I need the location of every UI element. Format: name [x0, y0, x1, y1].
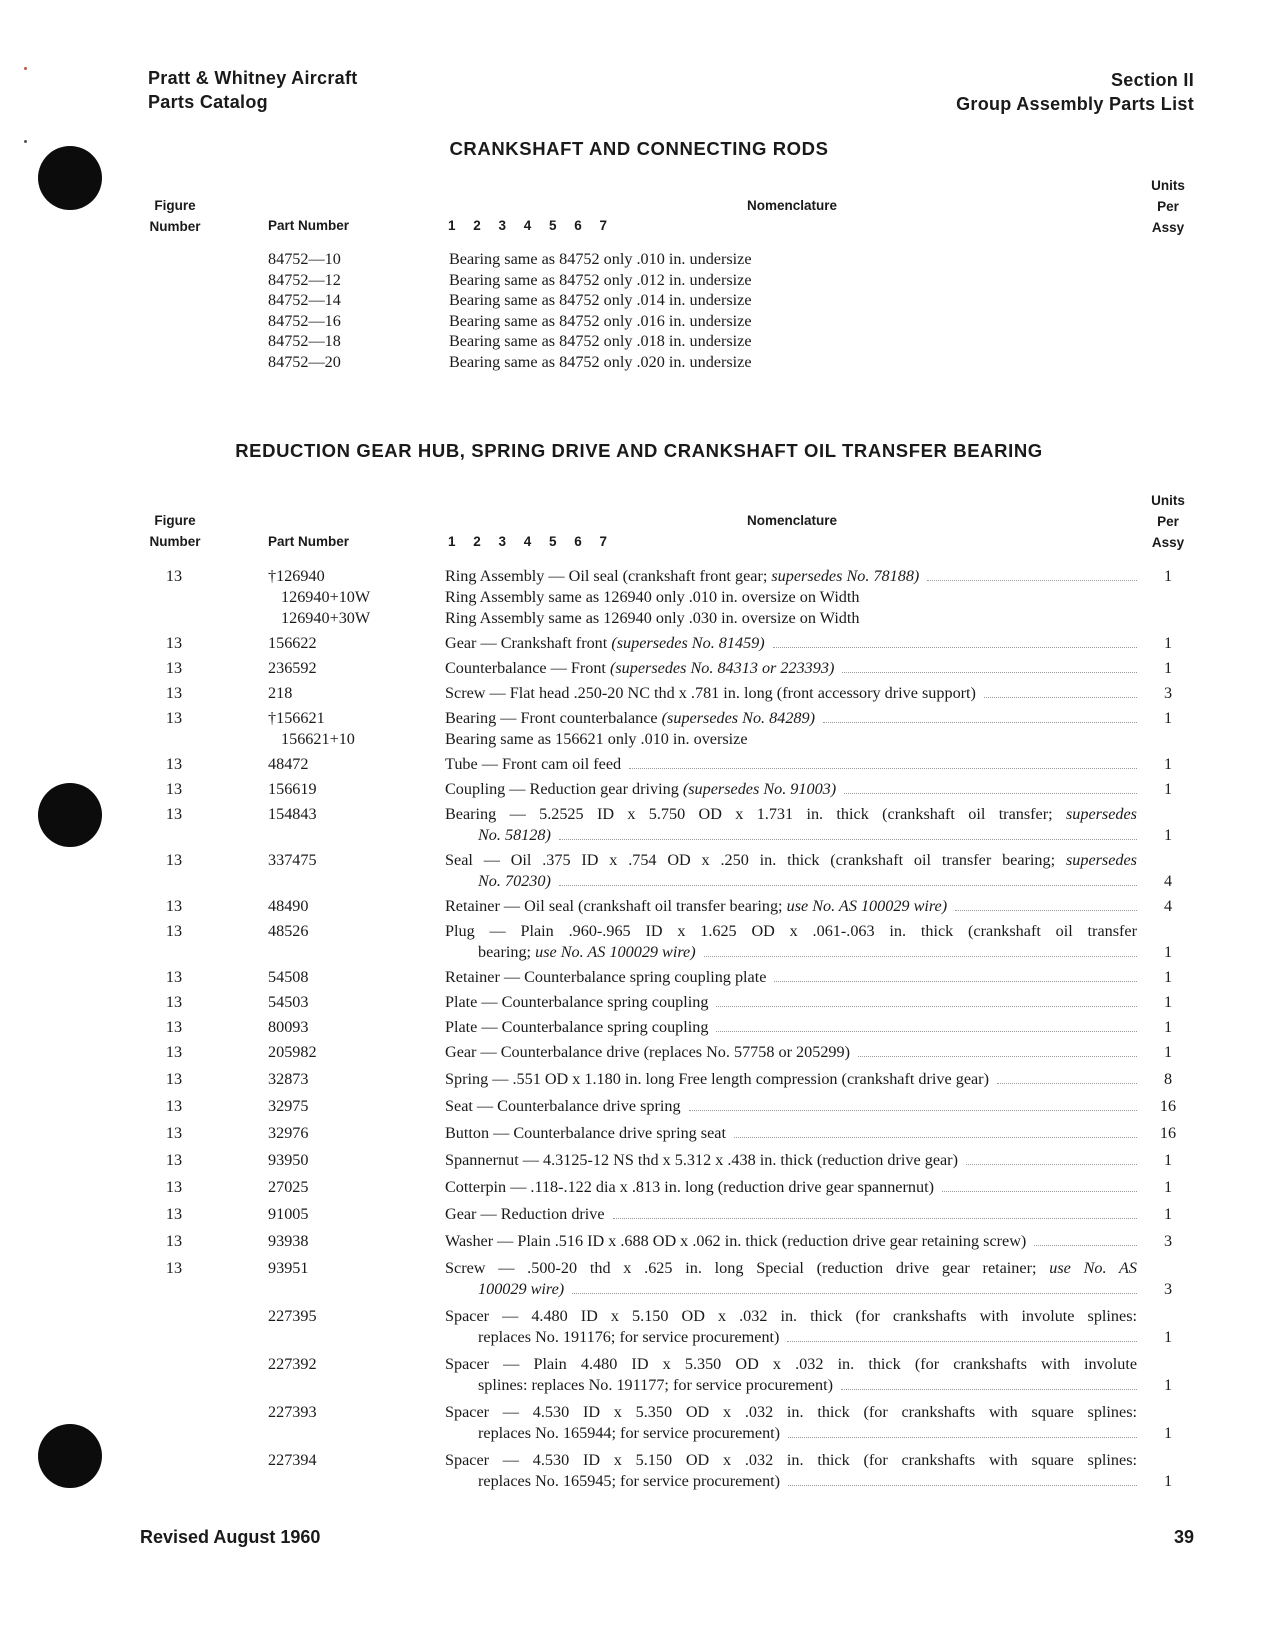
catalog-name: Parts Catalog: [148, 92, 268, 112]
figure-number: 13: [165, 659, 183, 677]
units-per-assy: 8: [1163, 1070, 1173, 1088]
nomenclature-line: [445, 1177, 1137, 1198]
table-row: [0, 1042, 1278, 1063]
page-number: 39: [1173, 1527, 1194, 1547]
figure-number: 13: [165, 922, 183, 940]
figure-column-header: Figure Number: [149, 198, 201, 234]
part-number: 80093: [268, 1018, 309, 1036]
part-number: 32975: [268, 1097, 309, 1115]
nomenclature: [445, 896, 1137, 917]
table-row: [0, 1017, 1278, 1038]
table-row: [0, 249, 1278, 270]
table-row: [0, 633, 1278, 654]
units-per-assy: 3: [1163, 1232, 1173, 1250]
nomenclature: [445, 587, 1137, 608]
section-number: Section II: [1110, 70, 1194, 90]
part-number: 91005: [268, 1205, 309, 1223]
figure-number: 13: [165, 1018, 183, 1036]
table-row: [0, 608, 1278, 629]
nomenclature: [445, 1042, 1137, 1063]
nomenclature-text: bearing; use No. AS 100029 wire): [478, 943, 696, 961]
leader-dots: [773, 647, 1137, 648]
nomenclature-line: [445, 566, 1137, 587]
part-number: 84752—10: [268, 250, 341, 268]
nomenclature-column-header: Nomenclature: [746, 513, 838, 528]
nomenclature: [445, 992, 1137, 1013]
units-per-assy: 4: [1163, 872, 1173, 890]
figure-number: 13: [165, 755, 183, 773]
parts-list-crankshaft: [0, 249, 1278, 373]
nomenclature-line: Spacer — 4.530 ID x 5.150 OD x .032 in. thick (for crankshafts with square splines:: [445, 1451, 1137, 1469]
nomenclature-line: [445, 754, 1137, 775]
units-per-assy: 3: [1163, 684, 1173, 702]
table-row: [0, 1258, 1278, 1300]
nomenclature-line: [445, 967, 1137, 988]
table-row: [0, 1231, 1278, 1252]
figure-number: 13: [165, 897, 183, 915]
nomenclature-text: Screw — Flat head .250-20 NC thd x .781 in. long (front accessory drive support): [445, 684, 976, 702]
nomenclature-line: [445, 708, 1137, 729]
nomenclature: [445, 1231, 1137, 1252]
units-per-assy: 3: [1163, 1280, 1173, 1298]
table-row: [0, 754, 1278, 775]
part-number: 27025: [268, 1178, 309, 1196]
nomenclature-text: Retainer — Counterbalance spring coupling plate: [445, 968, 767, 986]
nomenclature-line: Ring Assembly same as 126940 only .030 in. oversize on Width: [445, 609, 860, 627]
leader-dots: [716, 1031, 1137, 1032]
figure-number: 13: [165, 684, 183, 702]
part-number: 48526: [268, 922, 309, 940]
table-row: [0, 311, 1278, 332]
table-row: [0, 566, 1278, 587]
nomenclature-line: Screw — .500-20 thd x .625 in. long Special (reduction drive gear retainer; use No. AS: [445, 1259, 1137, 1277]
nomenclature-line: [445, 1423, 1137, 1444]
table-row: [0, 331, 1278, 352]
nomenclature: [445, 608, 1137, 629]
part-number: 236592: [268, 659, 317, 677]
table-row: [0, 921, 1278, 963]
units-per-assy: 1: [1163, 1328, 1173, 1346]
nomenclature: [445, 566, 1137, 587]
nomenclature-line: Spacer — 4.480 ID x 5.150 OD x .032 in. thick (for crankshafts with involute splines:: [445, 1307, 1137, 1325]
nomenclature-line: [445, 942, 1137, 963]
table-row: [0, 1069, 1278, 1090]
table-row: [0, 683, 1278, 704]
nomenclature: [445, 967, 1137, 988]
units-per-assy: 1: [1163, 1472, 1173, 1490]
leader-dots: [955, 910, 1137, 911]
leader-dots: [842, 672, 1137, 673]
nomenclature: [445, 1177, 1137, 1198]
leader-dots: [559, 839, 1137, 840]
units-per-assy: 1: [1163, 567, 1173, 585]
leader-dots: [997, 1083, 1137, 1084]
figure-number: 13: [165, 1097, 183, 1115]
part-number: 156621+10: [281, 730, 355, 748]
nomenclature-text: Button — Counterbalance drive spring seat: [445, 1124, 726, 1142]
figure-number: 13: [165, 1178, 183, 1196]
nomenclature-column-header: Nomenclature: [746, 198, 838, 213]
nomenclature-text: Retainer — Oil seal (crankshaft oil transfer bearing; use No. AS 100029 wire): [445, 897, 948, 915]
nomenclature: [445, 1096, 1137, 1117]
parts-list-reduction-gear: [0, 566, 1278, 1492]
units-per-assy: 4: [1163, 897, 1173, 915]
nomenclature-text: Spannernut — 4.3125-12 NS thd x 5.312 x .438 in. thick (reduction drive gear): [445, 1151, 958, 1169]
table-row: [0, 729, 1278, 750]
figure-number: 13: [165, 567, 183, 585]
leader-dots: [716, 1006, 1137, 1007]
section-name: Group Assembly Parts List: [956, 94, 1194, 114]
nomenclature: Bearing same as 84752 only .012 in. undersize: [449, 270, 752, 289]
indent-level-digits: 1 2 3 4 5 6 7: [448, 534, 608, 549]
figure-number: 13: [165, 1151, 183, 1169]
nomenclature-line: [445, 1150, 1137, 1171]
leader-dots: [572, 1293, 1137, 1294]
nomenclature: [445, 1402, 1137, 1444]
nomenclature-line: [445, 825, 1137, 846]
indent-level-digits: 1 2 3 4 5 6 7: [448, 218, 608, 233]
part-number: 48490: [268, 897, 309, 915]
nomenclature-line: [445, 1017, 1137, 1038]
nomenclature-line: [445, 992, 1137, 1013]
table-row: [0, 1450, 1278, 1492]
table-row: [0, 1150, 1278, 1171]
part-number: 126940+10W: [281, 588, 371, 606]
units-per-assy: 1: [1163, 993, 1173, 1011]
part-number: 218: [268, 684, 293, 702]
nomenclature: [445, 633, 1137, 654]
units-per-assy: 1: [1163, 943, 1173, 961]
nomenclature-text: replaces No. 165944; for service procurement): [478, 1424, 781, 1442]
leader-dots: [966, 1164, 1137, 1165]
part-number: 93950: [268, 1151, 309, 1169]
nomenclature-line: [445, 1042, 1137, 1063]
table-row: [0, 1354, 1278, 1396]
units-per-assy: 1: [1163, 659, 1173, 677]
units-column-header: Units Per Assy: [1151, 178, 1185, 235]
table-row: [0, 1402, 1278, 1444]
nomenclature-text: Cotterpin — .118-.122 dia x .813 in. long (reduction drive gear spannernut): [445, 1178, 934, 1196]
leader-dots: [984, 697, 1137, 698]
figure-number: 13: [165, 805, 183, 823]
units-per-assy: 1: [1163, 968, 1173, 986]
part-number: 227395: [268, 1307, 317, 1325]
page-header-left: [148, 66, 358, 114]
leader-dots: [788, 1437, 1137, 1438]
nomenclature-text: No. 70230): [478, 872, 551, 890]
nomenclature-text: 100029 wire): [478, 1280, 565, 1298]
nomenclature-line: [445, 779, 1137, 800]
table-row: [0, 708, 1278, 729]
part-number-column-header: Part Number: [268, 218, 350, 233]
units-per-assy: 1: [1163, 634, 1173, 652]
part-number: 32873: [268, 1070, 309, 1088]
part-number: 84752—14: [268, 291, 341, 310]
table-row: [0, 896, 1278, 917]
units-per-assy: 1: [1163, 1151, 1173, 1169]
figure-column-header: Figure Number: [149, 513, 201, 549]
figure-number: 13: [165, 709, 183, 727]
figure-number: 13: [165, 968, 183, 986]
table-row: [0, 290, 1278, 311]
units-per-assy: 1: [1163, 1178, 1173, 1196]
nomenclature: [445, 1017, 1137, 1038]
nomenclature: Bearing same as 84752 only .018 in. undersize: [449, 332, 752, 351]
nomenclature-text: Seat — Counterbalance drive spring: [445, 1097, 681, 1115]
part-number: 32976: [268, 1124, 309, 1142]
publisher-name: Pratt & Whitney Aircraft: [148, 68, 358, 88]
nomenclature-text: Bearing — Front counterbalance (supersedes No. 84289): [445, 709, 815, 727]
part-number: 126940+30W: [281, 609, 371, 627]
nomenclature-text: Gear — Reduction drive: [445, 1205, 605, 1223]
leader-dots: [942, 1191, 1137, 1192]
part-number: 337475: [268, 851, 317, 869]
units-per-assy: 1: [1163, 826, 1173, 844]
figure-number: 13: [165, 1043, 183, 1061]
figure-number: 13: [165, 780, 183, 798]
units-per-assy: 1: [1163, 1018, 1173, 1036]
leader-dots: [787, 1341, 1137, 1342]
nomenclature-line: [445, 1375, 1137, 1396]
part-number: 84752—20: [268, 352, 341, 371]
part-number: 154843: [268, 805, 317, 823]
nomenclature-line: [445, 896, 1137, 917]
nomenclature: Bearing same as 84752 only .014 in. undersize: [449, 291, 752, 310]
nomenclature-text: Gear — Crankshaft front (supersedes No. 81459): [445, 634, 765, 652]
units-per-assy: 1: [1163, 1043, 1173, 1061]
part-number: †156621: [268, 709, 325, 727]
nomenclature-text: Plate — Counterbalance spring coupling: [445, 993, 709, 1011]
nomenclature-line: [445, 1069, 1137, 1090]
units-per-assy: 1: [1163, 1424, 1173, 1442]
nomenclature: [445, 1306, 1137, 1348]
nomenclature: [445, 804, 1137, 846]
units-per-assy: 1: [1163, 709, 1173, 727]
leader-dots: [858, 1056, 1137, 1057]
nomenclature-line: Plug — Plain .960-.965 ID x 1.625 OD x .061-.063 in. thick (crankshaft oil transfer: [445, 922, 1137, 940]
nomenclature: Bearing same as 84752 only .020 in. undersize: [449, 352, 752, 371]
figure-number: 13: [165, 1232, 183, 1250]
part-number: 93951: [268, 1259, 309, 1277]
table-row: [0, 1096, 1278, 1117]
units-per-assy: 16: [1159, 1124, 1177, 1142]
nomenclature-line: Spacer — 4.530 ID x 5.350 OD x .032 in. thick (for crankshafts with square splines:: [445, 1403, 1137, 1421]
part-number: 227393: [268, 1403, 317, 1421]
nomenclature: [445, 708, 1137, 729]
nomenclature: [445, 729, 1137, 750]
nomenclature-text: Plate — Counterbalance spring coupling: [445, 1018, 709, 1036]
nomenclature-text: Spring — .551 OD x 1.180 in. long Free length compression (crankshaft drive gear): [445, 1070, 989, 1088]
nomenclature: [445, 921, 1137, 963]
part-number: †126940: [268, 567, 325, 585]
table-row: [0, 967, 1278, 988]
nomenclature-text: replaces No. 165945; for service procurement): [478, 1472, 781, 1490]
nomenclature-line: [445, 1279, 1137, 1300]
nomenclature-text: Counterbalance — Front (supersedes No. 84313 or 223393): [445, 659, 835, 677]
leader-dots: [844, 793, 1137, 794]
nomenclature-line: Bearing — 5.2525 ID x 5.750 OD x 1.731 in. thick (crankshaft oil transfer; supersedes: [445, 805, 1137, 823]
nomenclature: [445, 1450, 1137, 1492]
nomenclature-text: Tube — Front cam oil feed: [445, 755, 622, 773]
figure-number: 13: [165, 1124, 183, 1142]
nomenclature: Bearing same as 84752 only .010 in. undersize: [449, 250, 752, 268]
nomenclature-line: Bearing same as 156621 only .010 in. oversize: [445, 730, 748, 748]
units-per-assy: 1: [1163, 1205, 1173, 1223]
nomenclature-text: Gear — Counterbalance drive (replaces No. 57758 or 205299): [445, 1043, 850, 1061]
nomenclature: [445, 1123, 1137, 1144]
nomenclature-line: [445, 633, 1137, 654]
part-number: 227392: [268, 1355, 317, 1373]
leader-dots: [788, 1485, 1137, 1486]
part-number-column-header: Part Number: [268, 534, 350, 549]
nomenclature: [445, 1204, 1137, 1225]
nomenclature-line: [445, 1471, 1137, 1492]
part-number: 84752—12: [268, 270, 341, 289]
leader-dots: [841, 1389, 1137, 1390]
figure-number: 13: [165, 1070, 183, 1088]
nomenclature: [445, 1354, 1137, 1396]
page-header-right: [956, 68, 1194, 116]
nomenclature-line: Ring Assembly same as 126940 only .010 in. oversize on Width: [445, 588, 860, 606]
table-row: [0, 804, 1278, 846]
units-per-assy: 1: [1163, 780, 1173, 798]
nomenclature: [445, 1150, 1137, 1171]
nomenclature-line: [445, 683, 1137, 704]
part-number: 205982: [268, 1043, 317, 1061]
leader-dots: [1034, 1245, 1137, 1246]
leader-dots: [704, 956, 1137, 957]
nomenclature-line: [445, 1204, 1137, 1225]
figure-number: 13: [165, 1259, 183, 1277]
table-row: [0, 1204, 1278, 1225]
leader-dots: [689, 1110, 1137, 1111]
nomenclature: [445, 850, 1137, 892]
nomenclature-line: [445, 871, 1137, 892]
leader-dots: [927, 580, 1137, 581]
table-row: [0, 1306, 1278, 1348]
part-number: 93938: [268, 1232, 309, 1250]
nomenclature-text: Washer — Plain .516 ID x .688 OD x .062 in. thick (reduction drive gear retaining screw): [445, 1232, 1027, 1250]
section-title-crankshaft: CRANKSHAFT AND CONNECTING RODS: [449, 138, 829, 159]
part-number: 156622: [268, 634, 317, 652]
figure-number: 13: [165, 634, 183, 652]
nomenclature: [445, 658, 1137, 679]
part-number: 227394: [268, 1451, 317, 1469]
figure-number: 13: [165, 851, 183, 869]
units-per-assy: 1: [1163, 1376, 1173, 1394]
leader-dots: [629, 768, 1137, 769]
table-row: [0, 270, 1278, 291]
nomenclature: [445, 754, 1137, 775]
nomenclature-line: [445, 1327, 1137, 1348]
nomenclature-line: [445, 1123, 1137, 1144]
nomenclature-text: Ring Assembly — Oil seal (crankshaft front gear; supersedes No. 78188): [445, 567, 920, 585]
nomenclature-text: splines: replaces No. 191177; for service procurement): [478, 1376, 833, 1394]
nomenclature-line: [445, 1096, 1137, 1117]
part-number: 48472: [268, 755, 309, 773]
part-number: 84752—18: [268, 332, 341, 351]
nomenclature-line: Spacer — Plain 4.480 ID x 5.350 OD x .032 in. thick (for crankshafts with involute: [445, 1355, 1137, 1373]
nomenclature-text: replaces No. 191176; for service procurement): [478, 1328, 780, 1346]
figure-number: 13: [165, 1205, 183, 1223]
nomenclature-text: No. 58128): [478, 826, 551, 844]
section-title-reduction-gear: REDUCTION GEAR HUB, SPRING DRIVE AND CRANKSHAFT OIL TRANSFER BEARING: [235, 440, 1043, 461]
table-row: [0, 1177, 1278, 1198]
nomenclature-line: [445, 1231, 1137, 1252]
table-row: [0, 850, 1278, 892]
table-row: [0, 352, 1278, 373]
leader-dots: [774, 981, 1137, 982]
figure-number: 13: [165, 993, 183, 1011]
part-number: 54508: [268, 968, 309, 986]
part-number: 156619: [268, 780, 317, 798]
leader-dots: [734, 1137, 1137, 1138]
nomenclature: [445, 1258, 1137, 1300]
leader-dots: [823, 722, 1137, 723]
nomenclature: [445, 779, 1137, 800]
nomenclature-line: Seal — Oil .375 ID x .754 OD x .250 in. thick (crankshaft oil transfer bearing; supersedes: [445, 851, 1137, 869]
table-row: [0, 587, 1278, 608]
table-row: [0, 779, 1278, 800]
part-number: 54503: [268, 993, 309, 1011]
nomenclature-line: [445, 658, 1137, 679]
units-column-header: Units Per Assy: [1151, 493, 1185, 550]
nomenclature: [445, 1069, 1137, 1090]
part-number: 84752—16: [268, 311, 341, 330]
table-row: [0, 1123, 1278, 1144]
nomenclature: Bearing same as 84752 only .016 in. undersize: [449, 311, 752, 330]
paper-speck: [24, 67, 27, 70]
revision-date: Revised August 1960: [140, 1527, 321, 1547]
units-per-assy: 16: [1159, 1097, 1177, 1115]
table-row: [0, 992, 1278, 1013]
leader-dots: [613, 1218, 1137, 1219]
table-row: [0, 658, 1278, 679]
nomenclature-text: Coupling — Reduction gear driving (supersedes No. 91003): [445, 780, 837, 798]
leader-dots: [559, 885, 1137, 886]
nomenclature: [445, 683, 1137, 704]
units-per-assy: 1: [1163, 755, 1173, 773]
